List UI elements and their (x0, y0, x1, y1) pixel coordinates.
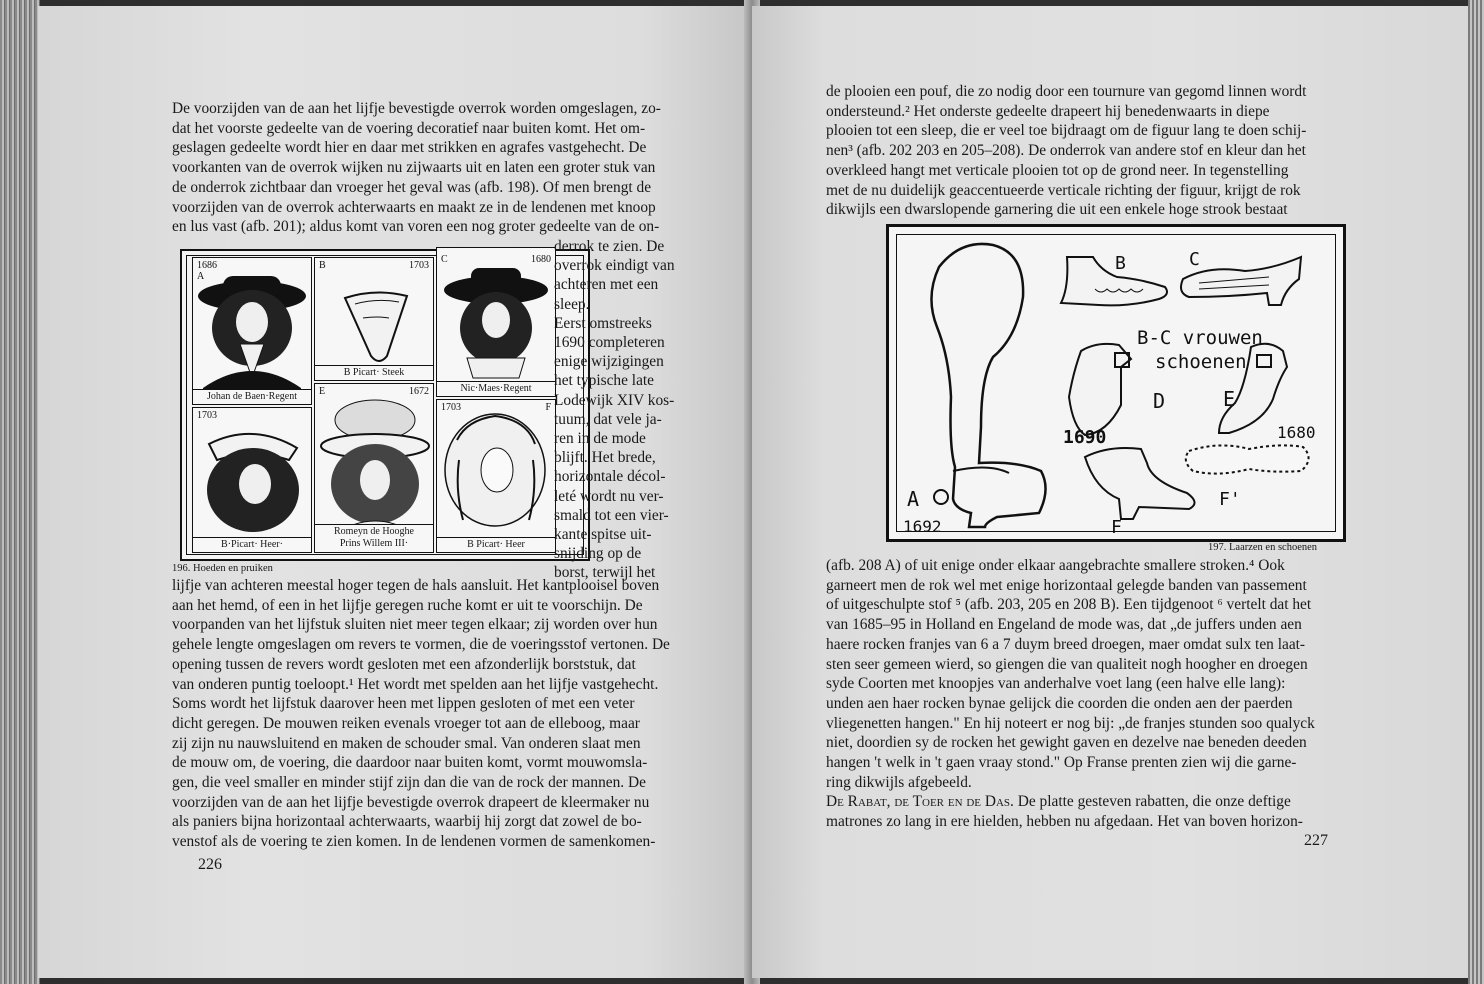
text-line: garneert men de rok wel met enige horizontaal gelegde banden van passement (826, 576, 1307, 594)
text-line: De platte gesteven rabatten, die onze deftige (1017, 793, 1291, 811)
figure-cell-f (436, 399, 556, 553)
right-text-top (826, 82, 1342, 220)
text-line: dat het voorste gedeelte van de voering decoratief naar buiten komt. Het om- (172, 119, 646, 137)
text-line: lijfje van achteren meestal hoger tegen de hals aansluit. Het kantplooisel boven (172, 577, 660, 594)
figure-197-caption: 197. Laarzen en schoenen (1208, 542, 1318, 553)
text-line: syde Coorten met knoopjes van anderhalve voet lang (een halve elle lang): (826, 675, 1286, 693)
text-line: De voorzijden van de aan het lijfje bevestigde overrok worden omgeslagen, zo- (172, 100, 661, 117)
text-line: dicht geregen. De mouwen reiken evenals vroeger tot aan de elleboog, maar (172, 714, 640, 732)
text-line: Lodewijk XIV kos- (554, 391, 675, 409)
text-line: snijding op de (554, 545, 642, 563)
text-line: haere rocken franjes van 6 a 7 duym breed droegen, maer omdat sulx ten laat- (826, 635, 1306, 653)
figure-cell-e (314, 383, 434, 553)
figure-cell-b (314, 257, 434, 381)
figure-196-hats-and-wigs (180, 249, 590, 561)
text-line: aan het hemd, of een in het lijfje geregen ruche komt er uit te voorschijn. De (172, 596, 643, 614)
text-line: voorpanden van het lijfstuk sluiten niet meer tegen elkaar; zij worden over hun (172, 616, 658, 634)
text-line: 1690 completeren (554, 334, 665, 352)
text-line: derrok te zien. De (554, 238, 665, 255)
text-line: ondersteund.² Het onderste gedeelte drapeert hij benedenwaarts in diepe (826, 102, 1270, 120)
text-line: horizontale décol- (554, 468, 666, 486)
text-line: overkleed hangt met verticale plooien tot op de grond neer. In tegenstelling (826, 161, 1289, 179)
portrait-illustration (193, 258, 311, 404)
text-line: opening tussen de revers wordt gesloten met een afzonderlijk borststuk, dat (172, 655, 636, 673)
text-line: ren in de mode (554, 430, 646, 448)
cell-caption-line: Romeyn de Hooghe (334, 526, 414, 537)
cell-caption: Johan de Baen·Regent (193, 389, 311, 404)
text-line: borst, terwijl het (554, 564, 656, 582)
text-line: ring dikwijls afgebeeld. (826, 773, 972, 791)
text-line: geslagen gedeelte wordt hier en daar met strikken en agrafes vastgehecht. De (172, 139, 647, 157)
text-line: (afb. 208 A) of uit enige onder elkaar aangebrachte smallere stroken.⁴ Ook (826, 557, 1285, 574)
text-line: Soms wordt het lijfstuk daarover heen met lippen gesloten of met een veter (172, 695, 635, 713)
text-line: matrones zo lang in ere hielden, hebben nu afgedaan. Het van boven horizon- (826, 813, 1303, 831)
cell-caption: B Picart· Heer (437, 537, 555, 552)
text-line: voorkanten van de overrok wijken nu zijwaarts uit en laten een groter stuk van (172, 159, 656, 177)
left-text-bottom (172, 576, 702, 852)
text-line: smald tot een vier- (554, 506, 669, 524)
letter-label: C (441, 254, 448, 265)
text-line: voorzijden van de aan het lijfje bevestigde overrok drapeert de kleermaker nu (172, 793, 650, 811)
figure-197-boots-and-shoes (886, 224, 1346, 542)
tricorn-hat-illustration (315, 258, 433, 380)
year-label: 1686 (197, 260, 217, 271)
cell-caption: Nic·Maes·Regent (437, 381, 555, 396)
page-number-right: 227 (1304, 832, 1328, 849)
year-label: 1703 (441, 402, 461, 413)
section-heading: De Rabat, de Toer en de Das. (826, 793, 1014, 811)
cell-caption (315, 524, 433, 552)
section-paragraph (826, 792, 1342, 812)
book-page-edges-left (0, 0, 40, 984)
text-line: als paniers bijna horizontaal achterwaarts, waarbij hij zorgt dat zowel de bo- (172, 813, 642, 831)
text-line: dikwijls een dwarslopende garnering die uit een enkele hoge strook bestaat (826, 201, 1288, 219)
text-line: van 1685–95 in Holland en Engeland de mode was, dat „de juffers unden aen (826, 616, 1302, 634)
portrait-illustration (437, 400, 555, 552)
figure-title-line2: schoenen (1155, 351, 1247, 373)
year-label: 1672 (409, 386, 429, 397)
text-line: voorzijden van de overrok achterwaarts en maakt ze in de lendenen met knoop (172, 198, 656, 216)
text-line: achteren met een (554, 276, 659, 294)
text-line: en lus vast (afb. 201); aldus komt van voren een nog groter gedeelte van de on- (172, 218, 660, 236)
text-line: sleep. (554, 295, 590, 313)
text-line: nen³ (afb. 202 203 en 205–208). De onderrok van andere stof en kleur dan het (826, 142, 1306, 160)
text-line: zij zijn nu nauwsluitend en maken de schouder smal. Van onderen slaat men (172, 734, 641, 752)
cell-caption-subline: Prins Willem III· (339, 538, 409, 549)
label-c: C (1189, 249, 1200, 270)
figure-cell-c (436, 247, 556, 397)
figure-196-caption: 196. Hoeden en pruiken (172, 563, 273, 574)
text-line: venstof als de voering te zien komen. In de lendenen vormen de samenkomen- (172, 833, 656, 851)
text-line: kante spitse uit- (554, 526, 652, 544)
text-line: blijft. Het brede, (554, 449, 656, 467)
letter-label: B (319, 260, 326, 271)
text-line: tuum, dat vele ja- (554, 410, 662, 428)
year-1692: 1692 (903, 517, 942, 536)
letter-label: E (319, 386, 326, 397)
left-text-top (172, 99, 702, 237)
label-a: A (907, 487, 920, 511)
text-line: plooien tot een sleep, die er veel toe bijdraagt om de figuur lang te doen schij- (826, 122, 1307, 140)
letter-label: F (545, 402, 551, 413)
year-label: 1703 (409, 260, 429, 271)
figure-cell-a (192, 257, 312, 405)
text-line: de onderrok zichtbaar dan vroeger het geval was (afb. 198). Of men brengt de (172, 178, 652, 196)
book-page-edges-right (1468, 0, 1484, 984)
text-line: unden aen haer rocken bynae gelijck die coorden die onden aen der paerden (826, 694, 1293, 712)
text-line: overrok eindigt van (554, 257, 675, 275)
text-line: hangen 't welk in 't gaen vraay stond." Op Franse prenten zien wij die garne- (826, 754, 1297, 772)
label-b: B (1115, 253, 1126, 274)
text-line: vliegenetten hangen." En hij noteert er nog bij: „de franjes stunden soo qualyck (826, 714, 1315, 732)
year-label: 1680 (531, 254, 551, 265)
text-line: het typische late (554, 372, 655, 390)
text-line: leté wordt nu ver- (554, 487, 664, 505)
text-line: of uitgeschulpte stof ⁵ (afb. 203, 205 en 208 B). Een tijdgenoot ⁶ vertelt dat het (826, 596, 1312, 614)
cell-caption: B Picart· Steek (315, 365, 433, 380)
label-f-prime: F' (1219, 489, 1241, 510)
label-d: D (1153, 389, 1166, 413)
figure-cell-d (192, 407, 312, 553)
right-page (752, 6, 1470, 978)
text-line: de mouw om, de voering, die daardoor naar buiten komt, vormt mouwomsla- (172, 754, 648, 772)
text-line: niet, doordien sy de rocken het gewight gaven en dezelve nae beneden deeden (826, 734, 1307, 752)
text-line: sten seer gemeen wierd, so giengen die van qualiteit nogh hoogher en droegen (826, 655, 1308, 673)
cell-caption: B·Picart· Heer· (193, 537, 311, 552)
text-line: enige wijzigingen (554, 353, 664, 371)
text-line: van onderen puntig toeloopt.¹ Het wordt met spelden aan het lijfje vastgehecht. (172, 675, 659, 693)
page-number-left: 226 (198, 856, 222, 873)
label-f: F (1111, 517, 1122, 538)
text-line: Eerst omstreeks (554, 314, 652, 332)
year-label: 1703 (197, 410, 217, 421)
left-text-side (554, 237, 702, 583)
label-e: E (1223, 387, 1236, 411)
text-line: de plooien een pouf, die zo nodig door een tournure van gegomd linnen wordt (826, 83, 1307, 100)
portrait-illustration (193, 408, 311, 552)
portrait-illustration (437, 248, 555, 396)
text-line: met de nu duidelijk geaccentueerde verticale richting der figuur, krijgt de rok (826, 181, 1301, 199)
left-page (38, 6, 750, 978)
figure-title-line1: B-C vrouwen (1137, 327, 1263, 349)
right-text-bottom (826, 556, 1342, 832)
letter-label: A (197, 271, 205, 282)
text-line: gehele lengte omgeslagen om revers te vormen, die de voeringsstof vertonen. De (172, 636, 670, 654)
text-line: gen, die veel smaller en minder stijf zijn dan die van de rock der mannen. De (172, 774, 646, 792)
year-1690: 1690 (1063, 427, 1107, 448)
year-1680: 1680 (1277, 423, 1316, 442)
